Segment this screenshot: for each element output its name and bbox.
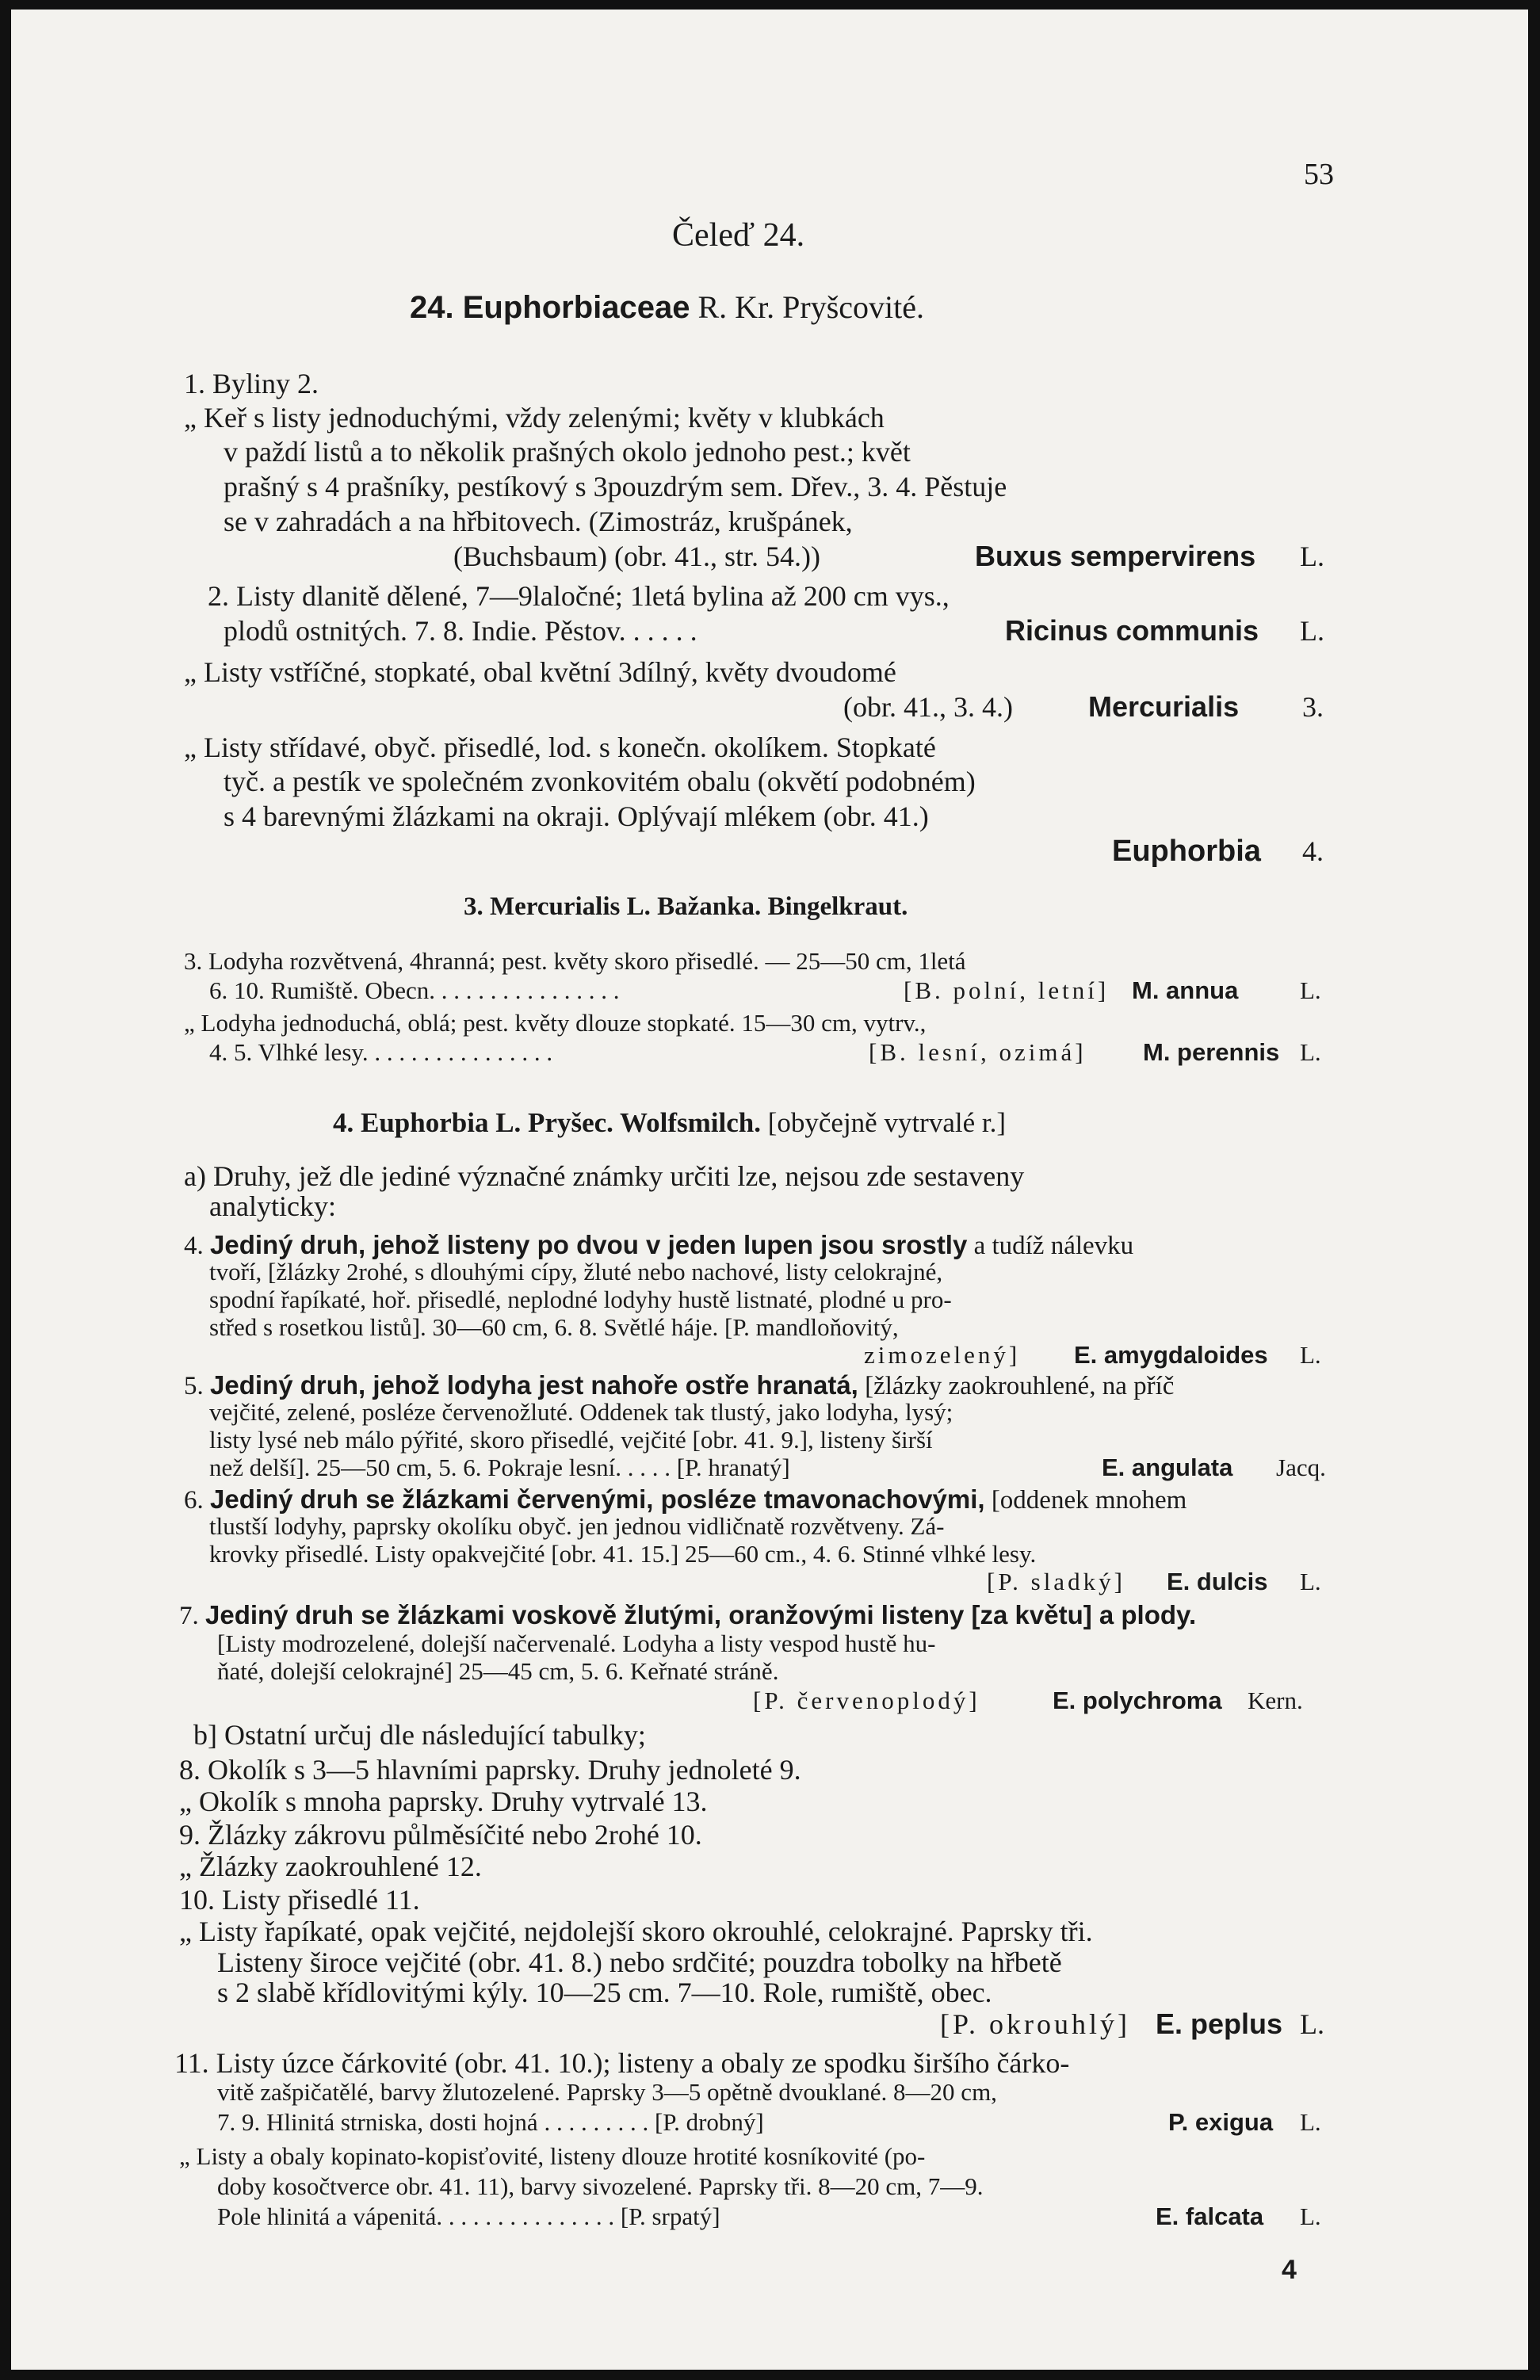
- family-title: [410, 288, 924, 327]
- species-name: M. annua: [1132, 976, 1239, 1004]
- key-line: [Listy modrozelené, dolejší načervenalé. Lodyha a listy vespod hustě hu-: [217, 1629, 936, 1657]
- page-number: 53: [1304, 158, 1334, 191]
- key-line: vejčité, zelené, posléze červenožluté. Oddenek tak tlustý, jako lodyha, lysý;: [209, 1398, 953, 1426]
- species-name: P. exigua: [1168, 2108, 1274, 2136]
- key-line: „ Listy a obaly kopinato-kopisťovité, listeny dlouze hrotité kosníkovité (po-: [179, 2142, 926, 2170]
- entry-number: 7.: [179, 1602, 199, 1630]
- author-abbrev: L.: [1300, 976, 1321, 1004]
- species-name: E. angulata: [1102, 1454, 1233, 1481]
- species-name: E. dulcis: [1167, 1568, 1268, 1595]
- genus-number: 3.: [1302, 691, 1324, 723]
- key-line: 4. 5. Vlhké lesy. . . . . . . . . . . . . . . .: [209, 1038, 553, 1066]
- key-line: „ Listy střídavé, obyč. přisedlé, lod. s konečn. okolíkem. Stopkaté: [184, 732, 936, 763]
- genus-number: 4.: [1302, 835, 1324, 867]
- section-heading-title: 4. Euphorbia L. Pryšec. Wolfsmilch.: [333, 1107, 761, 1138]
- entry-text: [oddenek mnohem: [991, 1486, 1187, 1515]
- species-name: Buxus sempervirens: [975, 540, 1256, 572]
- key-line: 2. Listy dlanitě dělené, 7—9laločné; 1letá bylina až 200 cm vys.,: [208, 580, 950, 612]
- key-line: tlustší lodyhy, paprsky okolíku obyč. jen jednou vidličnatě rozvětveny. Zá-: [209, 1512, 945, 1540]
- key-line: (obr. 41., 3. 4.): [843, 691, 1013, 723]
- species-name: E. peplus: [1156, 2008, 1283, 2040]
- key-line: 8. Okolík s 3—5 hlavními paprsky. Druhy jednoleté 9.: [179, 1754, 801, 1786]
- key-line: 6. 10. Rumiště. Obecn. . . . . . . . . . . . . . . .: [209, 976, 620, 1004]
- genus-name: Euphorbia: [1112, 835, 1261, 868]
- entry-number: 6.: [184, 1486, 204, 1515]
- family-title-latin: 24. Euphorbiaceae: [410, 290, 690, 325]
- key-line: než delší]. 25—50 cm, 5. 6. Pokraje lesní. . . . . [P. hranatý]: [209, 1454, 790, 1481]
- author-abbrev: Jacq.: [1276, 1454, 1326, 1481]
- species-name: E. falcata: [1156, 2202, 1264, 2230]
- key-line: se v zahradách a na hřbitovech. (Zimostráz, krušpánek,: [224, 506, 853, 537]
- key-line: 10. Listy přisedlé 11.: [179, 1884, 420, 1916]
- key-line: krovky přisedlé. Listy opakvejčité [obr. 41. 15.] 25—60 cm., 4. 6. Stinné vlhké lesy.: [209, 1540, 1037, 1568]
- key-line: prašný s 4 prašníky, pestíkový s 3pouzdrým sem. Dřev., 3. 4. Pěstuje: [224, 471, 1007, 502]
- czech-name: zimozelený]: [864, 1341, 1021, 1369]
- key-line: „ Listy řapíkaté, opak vejčité, nejdolejší skoro okrouhlé, celokrajné. Paprsky tři.: [179, 1916, 1093, 1947]
- entry-text: [žlázky zaokrouhlené, na příč: [865, 1372, 1175, 1400]
- czech-name: [P. červenoplodý]: [753, 1687, 980, 1714]
- key-line: spodní řapíkaté, hoř. přisedlé, neplodné lodyhy hustě listnaté, plodné u pro-: [209, 1286, 952, 1313]
- czech-name: [B. polní, letní]: [904, 976, 1110, 1004]
- author-abbrev: L.: [1300, 2008, 1324, 2040]
- key-line: plodů ostnitých. 7. 8. Indie. Pěstov. . . . . .: [224, 615, 697, 647]
- czech-name: [P. sladký]: [987, 1568, 1125, 1595]
- author-abbrev: L.: [1300, 1568, 1321, 1595]
- key-line: b] Ostatní určuj dle následující tabulky;: [193, 1719, 646, 1751]
- key-line: 3. Lodyha rozvětvená, 4hranná; pest. květy skoro přisedlé. — 25—50 cm, 1letá: [184, 947, 966, 975]
- entry-number: 5.: [184, 1372, 204, 1400]
- section-heading-note: [obyčejně vytrvalé r.]: [767, 1107, 1007, 1138]
- czech-name: [P. okrouhlý]: [940, 2008, 1130, 2040]
- section-heading-mercurialis: 3. Mercurialis L. Bažanka. Bingelkraut.: [464, 892, 908, 921]
- species-name: E. polychroma: [1053, 1687, 1222, 1714]
- entry-lead: Jediný druh, jehož listeny po dvou v jeden lupen jsou srostly: [210, 1230, 968, 1259]
- key-line: 9. Žlázky zákrovu půlměsíčité nebo 2rohé 10.: [179, 1819, 702, 1851]
- key-line: v paždí listů a to několik prašných okolo jednoho pest.; květ: [224, 436, 911, 468]
- author-abbrev: L.: [1300, 1341, 1321, 1369]
- section-heading-euphorbia: [333, 1106, 1006, 1140]
- key-line: a) Druhy, jež dle jediné význačné známky určiti lze, nejsou zde sestaveny: [184, 1160, 1025, 1192]
- czech-name: [B. lesní, ozimá]: [869, 1038, 1087, 1066]
- key-line: s 2 slabě křídlovitými kýly. 10—25 cm. 7—10. Role, rumiště, obec.: [217, 1977, 992, 2008]
- key-line: Listeny široce vejčité (obr. 41. 8.) nebo srdčité; pouzdra tobolky na hřbetě: [217, 1946, 1062, 1978]
- author-abbrev: L.: [1300, 2108, 1321, 2136]
- genus-name: Mercurialis: [1088, 690, 1240, 723]
- key-line: tyč. a pestík ve společném zvonkovitém obalu (okvětí podobném): [224, 766, 976, 797]
- key-line: „ Lodyha jednoduchá, oblá; pest. květy dlouze stopkaté. 15—30 cm, vytrv.,: [184, 1009, 927, 1037]
- key-line: doby kosočtverce obr. 41. 11), barvy sivozelené. Paprsky tři. 8—20 cm, 7—9.: [217, 2172, 984, 2200]
- key-line: listy lysé neb málo pýřité, skoro přisedlé, vejčité [obr. 41. 9.], listeny širší: [209, 1426, 933, 1454]
- key-line: 11. Listy úzce čárkovité (obr. 41. 10.); listeny a obaly ze spodku širšího čárko-: [174, 2047, 1070, 2079]
- key-line: střed s rosetkou listů]. 30—60 cm, 6. 8. Světlé háje. [P. mandloňovitý,: [209, 1313, 899, 1341]
- family-heading: Čeleď 24.: [672, 217, 805, 254]
- species-name: Ricinus communis: [1005, 614, 1259, 647]
- entry-text: a tudíž nálevku: [973, 1232, 1134, 1260]
- key-line: Pole hlinitá a vápenitá. . . . . . . . . . . . . . . [P. srpatý]: [217, 2202, 720, 2230]
- family-title-czech: R. Kr. Pryšcovité.: [697, 289, 925, 325]
- key-line: 1. Byliny 2.: [184, 368, 319, 399]
- author-abbrev: Kern.: [1248, 1687, 1303, 1714]
- author-abbrev: L.: [1300, 541, 1324, 572]
- key-line: „ Keř s listy jednoduchými, vždy zelenými; květy v klubkách: [184, 402, 885, 434]
- key-line: „ Okolík s mnoha paprsky. Druhy vytrvalé 13.: [179, 1786, 708, 1817]
- author-abbrev: L.: [1300, 1038, 1321, 1066]
- entry-lead: Jediný druh se žlázkami voskově žlutými, oranžovými listeny [za květu] a plody.: [205, 1600, 1197, 1629]
- entry-lead: Jediný druh, jehož lodyha jest nahoře ostře hranatá,: [210, 1370, 858, 1400]
- key-line: (Buchsbaum) (obr. 41., str. 54.)): [453, 541, 820, 572]
- entry-number: 4.: [184, 1232, 204, 1260]
- entry-lead: Jediný druh se žlázkami červenými, posléze tmavonachovými,: [210, 1484, 985, 1514]
- author-abbrev: L.: [1300, 2202, 1321, 2230]
- key-line: „ Žlázky zaokrouhlené 12.: [179, 1851, 482, 1882]
- species-name: E. amygdaloides: [1074, 1341, 1268, 1369]
- key-line: tvoří, [žlázky 2rohé, s dlouhými cípy, žluté nebo nachové, listy celokrajné,: [209, 1258, 943, 1286]
- key-line: analyticky:: [209, 1190, 336, 1222]
- key-line: ňaté, dolejší celokrajné] 25—45 cm, 5. 6. Keřnaté stráně.: [217, 1657, 779, 1685]
- key-line: 7. 9. Hlinitá strniska, dosti hojná . . . . . . . . . [P. drobný]: [217, 2108, 764, 2136]
- author-abbrev: L.: [1300, 615, 1324, 647]
- species-name: M. perennis: [1143, 1038, 1280, 1066]
- key-line: „ Listy vstříčné, stopkaté, obal květní 3dílný, květy dvoudomé: [184, 656, 896, 688]
- key-line: vitě zašpičatělé, barvy žlutozelené. Paprsky 3—5 opětně dvouklané. 8—20 cm,: [217, 2078, 997, 2106]
- signature-mark: 4: [1282, 2255, 1297, 2285]
- key-line: s 4 barevnými žlázkami na okraji. Oplývají mlékem (obr. 41.): [224, 800, 929, 832]
- entry-line: [179, 1599, 1196, 1632]
